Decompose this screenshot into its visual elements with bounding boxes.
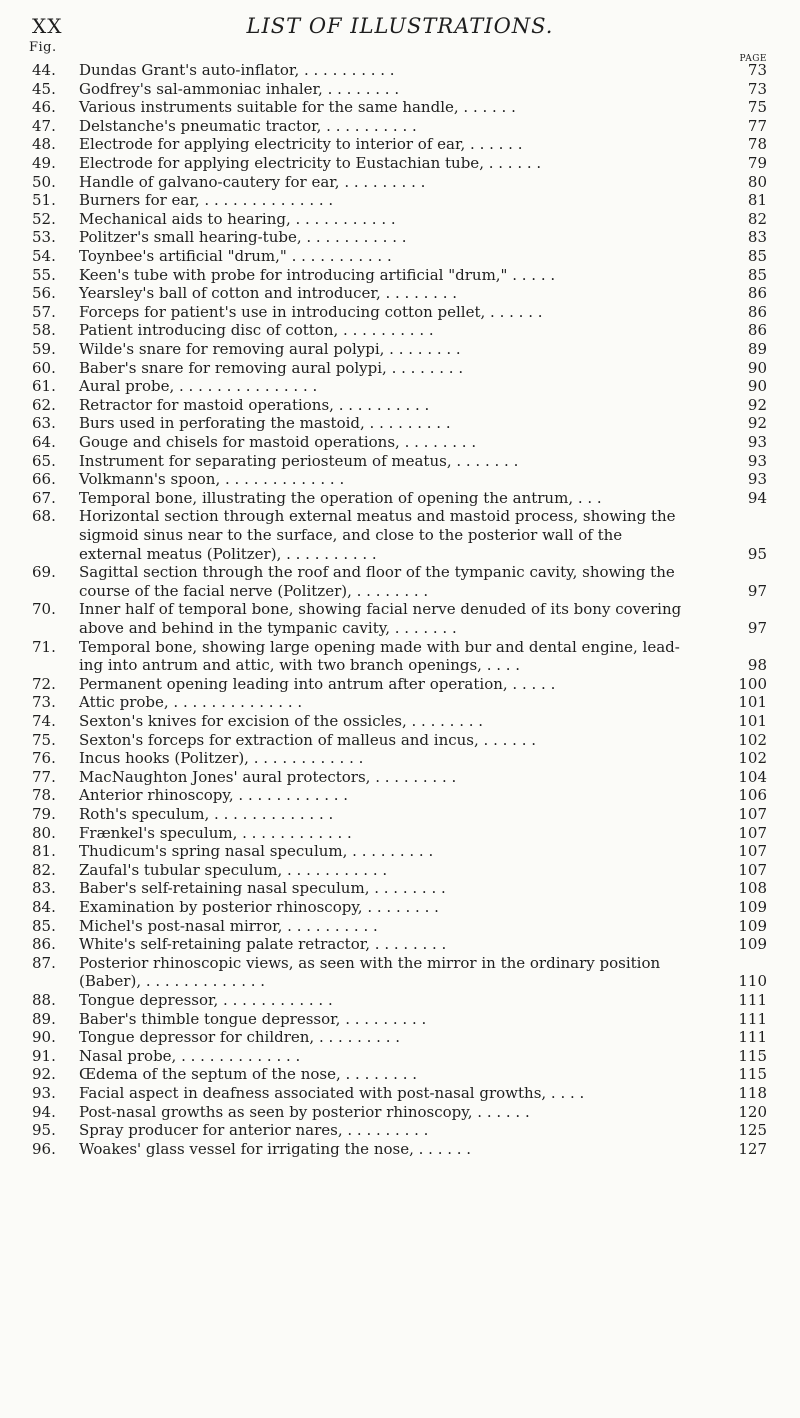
figure-number: 72. bbox=[32, 674, 56, 693]
figure-title: MacNaughton Jones' aural protectors, . . . . . . . . . bbox=[79, 767, 457, 786]
figure-number: 77. bbox=[32, 767, 56, 786]
page-number: 85 bbox=[747, 265, 767, 284]
page-number: 110 bbox=[738, 972, 767, 991]
figure-number: 44. bbox=[32, 61, 56, 79]
figure-title: Examination by posterior rhinoscopy, . . . . . . . . bbox=[79, 898, 439, 916]
figure-number: 93. bbox=[32, 1084, 56, 1102]
figure-number: 59. bbox=[32, 340, 56, 358]
page-number: 109 bbox=[738, 935, 767, 954]
figure-title: Temporal bone, showing large opening made with bur and dental engine, lead- ing into antrum and attic, with two branch openings, . . . . bbox=[79, 637, 680, 675]
figure-title: Handle of galvano-cautery for ear, . . . . . . . . . bbox=[79, 172, 426, 191]
page-number: 111 bbox=[738, 1009, 767, 1028]
figure-number: 49. bbox=[32, 154, 56, 172]
figure-number: 50. bbox=[32, 172, 56, 191]
figure-number: 62. bbox=[32, 395, 56, 414]
page-number: 107 bbox=[738, 842, 767, 861]
figure-title: Dundas Grant's auto-inflator, . . . . . . . . . . bbox=[79, 61, 395, 79]
page-column-label: PAGE bbox=[739, 54, 767, 64]
figure-title: Temporal bone, illustrating the operation of opening the antrum, . . . bbox=[79, 488, 602, 507]
figure-number: 67. bbox=[32, 488, 56, 507]
page-number: 97 bbox=[747, 618, 767, 637]
page-number: 79 bbox=[747, 154, 767, 172]
figure-number: 54. bbox=[32, 247, 56, 265]
figure-number: 58. bbox=[32, 321, 56, 340]
figure-title: Burs used in perforating the mastoid, . . . . . . . . . bbox=[79, 414, 451, 433]
figure-number: 84. bbox=[32, 898, 56, 916]
page-number: 85 bbox=[747, 247, 767, 265]
figure-number: 78. bbox=[32, 786, 56, 805]
figure-number: 52. bbox=[32, 209, 56, 228]
page-number: 101 bbox=[738, 693, 767, 712]
page-number: 86 bbox=[747, 321, 767, 340]
page-number: 111 bbox=[738, 1028, 767, 1047]
figure-number: 74. bbox=[32, 712, 56, 730]
page-number: 75 bbox=[747, 98, 767, 117]
page-number: 109 bbox=[738, 898, 767, 916]
figure-number: 57. bbox=[32, 302, 56, 321]
figure-title: Politzer's small hearing-tube, . . . . . . . . . . . bbox=[79, 228, 407, 247]
figure-number: 89. bbox=[32, 1009, 56, 1028]
figure-number: 48. bbox=[32, 135, 56, 154]
page-number: 108 bbox=[738, 879, 767, 898]
figure-title: Godfrey's sal-ammoniac inhaler, . . . . . . . . bbox=[79, 79, 400, 98]
figure-number: 96. bbox=[32, 1139, 56, 1158]
figure-title: Zaufal's tubular speculum, . . . . . . . . . . . bbox=[79, 860, 388, 879]
page-number: 102 bbox=[738, 730, 767, 749]
figure-number: 68. bbox=[32, 507, 56, 526]
figure-title: Sexton's knives for excision of the ossicles, . . . . . . . . bbox=[79, 712, 484, 730]
page-number: 89 bbox=[747, 340, 767, 358]
figure-title: Posterior rhinoscopic views, as seen with the mirror in the ordinary position (Baber), . . . . . . . . . . . . . bbox=[79, 953, 661, 991]
figure-title: Gouge and chisels for mastoid operations, . . . . . . . . bbox=[79, 433, 477, 451]
figure-number: 91. bbox=[32, 1046, 56, 1065]
figure-number: 64. bbox=[32, 433, 56, 451]
figure-title: Forceps for patient's use in introducing cotton pellet, . . . . . . bbox=[79, 302, 543, 321]
page-number: 104 bbox=[738, 767, 767, 786]
figure-number: 75. bbox=[32, 730, 56, 749]
figure-number: 86. bbox=[32, 935, 56, 954]
page-number: 83 bbox=[747, 228, 767, 247]
page-number: 82 bbox=[747, 209, 767, 228]
figure-title: Keen's tube with probe for introducing artificial "drum," . . . . . bbox=[79, 265, 556, 284]
figure-number: 73. bbox=[32, 693, 56, 712]
page-number: 100 bbox=[738, 674, 767, 693]
page-roman-numeral: XX bbox=[32, 14, 63, 38]
figure-title: Spray producer for anterior nares, . . . . . . . . . bbox=[79, 1121, 429, 1140]
page-number: 94 bbox=[747, 488, 767, 507]
figure-title: Horizontal section through external meatus and mastoid process, showing the sigmoid sinus near to the surface, and close to the posterior wall of the external meatus (Politzer), . . . . . . . . . . bbox=[79, 507, 676, 563]
page-number: 107 bbox=[738, 860, 767, 879]
figure-title: Post-nasal growths as seen by posterior rhinoscopy, . . . . . . bbox=[79, 1102, 530, 1121]
figure-title: White's self-retaining palate retractor, . . . . . . . . bbox=[79, 935, 447, 954]
page-number: 73 bbox=[747, 61, 767, 79]
page-number: 93 bbox=[747, 451, 767, 470]
figure-title: Aural probe, . . . . . . . . . . . . . . . bbox=[79, 377, 318, 396]
figure-title: Tongue depressor for children, . . . . . . . . . bbox=[79, 1028, 401, 1047]
page-number: 118 bbox=[738, 1084, 767, 1102]
figure-number: 55. bbox=[32, 265, 56, 284]
figure-number: 65. bbox=[32, 451, 56, 470]
figure-number: 60. bbox=[32, 358, 56, 377]
figure-number: 70. bbox=[32, 600, 56, 619]
figure-title: Facial aspect in deafness associated with post-nasal growths, . . . . bbox=[79, 1084, 585, 1102]
page-number: 92 bbox=[747, 395, 767, 414]
page-number: 102 bbox=[738, 749, 767, 768]
figure-number: 56. bbox=[32, 284, 56, 303]
figure-number: 92. bbox=[32, 1065, 56, 1084]
figure-number: 63. bbox=[32, 414, 56, 433]
figure-number: 95. bbox=[32, 1121, 56, 1140]
page-number: 106 bbox=[738, 786, 767, 805]
figure-title: Michel's post-nasal mirror, . . . . . . . . . . bbox=[79, 916, 378, 935]
figure-title: Electrode for applying electricity to Eustachian tube, . . . . . . bbox=[79, 154, 542, 172]
figure-title: Tongue depressor, . . . . . . . . . . . . bbox=[79, 991, 333, 1009]
page-number: 86 bbox=[747, 284, 767, 303]
figure-number: 79. bbox=[32, 805, 56, 823]
figure-number: 76. bbox=[32, 749, 56, 768]
figure-title: Baber's self-retaining nasal speculum, . . . . . . . . bbox=[79, 879, 446, 898]
page-number: 120 bbox=[738, 1102, 767, 1121]
figure-number: 88. bbox=[32, 991, 56, 1009]
figure-number: 53. bbox=[32, 228, 56, 247]
figure-title: Sexton's forceps for extraction of malleus and incus, . . . . . . bbox=[79, 730, 536, 749]
page-number: 90 bbox=[747, 377, 767, 396]
figure-number: 66. bbox=[32, 470, 56, 489]
figure-title: Electrode for applying electricity to interior of ear, . . . . . . bbox=[79, 135, 523, 154]
figure-title: Various instruments suitable for the same handle, . . . . . . bbox=[79, 98, 516, 117]
figure-title: Thudicum's spring nasal speculum, . . . . . . . . . bbox=[79, 842, 434, 861]
figure-title: Volkmann's spoon, . . . . . . . . . . . . . bbox=[79, 470, 345, 489]
page-number: 92 bbox=[747, 414, 767, 433]
figure-number: 61. bbox=[32, 377, 56, 396]
figure-number: 47. bbox=[32, 116, 56, 135]
page-number: 77 bbox=[747, 116, 767, 135]
page-number: 111 bbox=[738, 991, 767, 1009]
page-number: 93 bbox=[747, 470, 767, 489]
figure-number: 51. bbox=[32, 191, 56, 210]
figure-number: 46. bbox=[32, 98, 56, 117]
page-number: 107 bbox=[738, 823, 767, 842]
figure-title: Patient introducing disc of cotton, . . . . . . . . . . bbox=[79, 321, 434, 340]
figure-title: Toynbee's artificial "drum," . . . . . . . . . . . bbox=[79, 247, 392, 265]
figure-number: 87. bbox=[32, 953, 56, 972]
page-number: 73 bbox=[747, 79, 767, 98]
figure-number: 80. bbox=[32, 823, 56, 842]
figure-title: Inner half of temporal bone, showing facial nerve denuded of its bony covering above and behind in the tympanic cavity, . . . . . . . bbox=[79, 600, 682, 637]
figure-title: Anterior rhinoscopy, . . . . . . . . . . . . bbox=[79, 786, 349, 805]
figure-number: 82. bbox=[32, 860, 56, 879]
page-number: 101 bbox=[738, 712, 767, 730]
page-number: 115 bbox=[738, 1065, 767, 1084]
figure-number: 71. bbox=[32, 637, 56, 656]
figure-number: 90. bbox=[32, 1028, 56, 1047]
figure-title: Œdema of the septum of the nose, . . . . . . . . bbox=[79, 1065, 418, 1084]
figure-title: Yearsley's ball of cotton and introducer, . . . . . . . . bbox=[79, 284, 458, 303]
page-number: 81 bbox=[747, 191, 767, 210]
page-number: 107 bbox=[738, 805, 767, 823]
figure-title: Delstanche's pneumatic tractor, . . . . . . . . . . bbox=[79, 116, 417, 135]
figure-title: Frænkel's speculum, . . . . . . . . . . . . bbox=[79, 823, 352, 842]
figure-title: Attic probe, . . . . . . . . . . . . . . bbox=[79, 693, 303, 712]
page-number: 98 bbox=[747, 656, 767, 675]
figure-title: Baber's thimble tongue depressor, . . . . . . . . . bbox=[79, 1009, 427, 1028]
figure-number: 85. bbox=[32, 916, 56, 935]
figure-title: Mechanical aids to hearing, . . . . . . . . . . . bbox=[79, 209, 396, 228]
figure-number: 83. bbox=[32, 879, 56, 898]
page-number: 80 bbox=[747, 172, 767, 191]
page-number: 109 bbox=[738, 916, 767, 935]
figure-title: Incus hooks (Politzer), . . . . . . . . . . . . bbox=[79, 749, 364, 768]
page-title: LIST OF ILLUSTRATIONS. bbox=[246, 14, 554, 38]
figure-title: Wilde's snare for removing aural polypi, . . . . . . . . bbox=[79, 340, 461, 358]
page-number: 127 bbox=[738, 1139, 767, 1158]
figure-number: 45. bbox=[32, 79, 56, 98]
page-number: 95 bbox=[747, 544, 767, 563]
figure-title: Baber's snare for removing aural polypi, . . . . . . . . bbox=[79, 358, 464, 377]
figure-title: Retractor for mastoid operations, . . . . . . . . . . bbox=[79, 395, 430, 414]
page-number: 115 bbox=[738, 1046, 767, 1065]
fig-column-label: Fig. bbox=[29, 40, 57, 55]
page-number: 125 bbox=[738, 1121, 767, 1140]
page-number: 97 bbox=[747, 581, 767, 600]
figure-title: Nasal probe, . . . . . . . . . . . . . bbox=[79, 1046, 301, 1065]
figure-title: Woakes' glass vessel for irrigating the nose, . . . . . . bbox=[79, 1139, 472, 1158]
figure-number: 94. bbox=[32, 1102, 56, 1121]
figure-title: Instrument for separating periosteum of meatus, . . . . . . . bbox=[79, 451, 519, 470]
page-number: 93 bbox=[747, 433, 767, 451]
figure-title: Roth's speculum, . . . . . . . . . . . . . bbox=[79, 805, 334, 823]
figure-title: Sagittal section through the roof and floor of the tympanic cavity, showing the course of the facial nerve (Politzer), . . . . . . . . bbox=[79, 563, 675, 600]
page-number: 90 bbox=[747, 358, 767, 377]
figure-title: Burners for ear, . . . . . . . . . . . . . . bbox=[79, 191, 334, 210]
page-number: 78 bbox=[747, 135, 767, 154]
figure-title: Permanent opening leading into antrum after operation, . . . . . bbox=[79, 674, 556, 693]
page-number: 86 bbox=[747, 302, 767, 321]
figure-number: 81. bbox=[32, 842, 56, 861]
figure-number: 69. bbox=[32, 563, 56, 582]
